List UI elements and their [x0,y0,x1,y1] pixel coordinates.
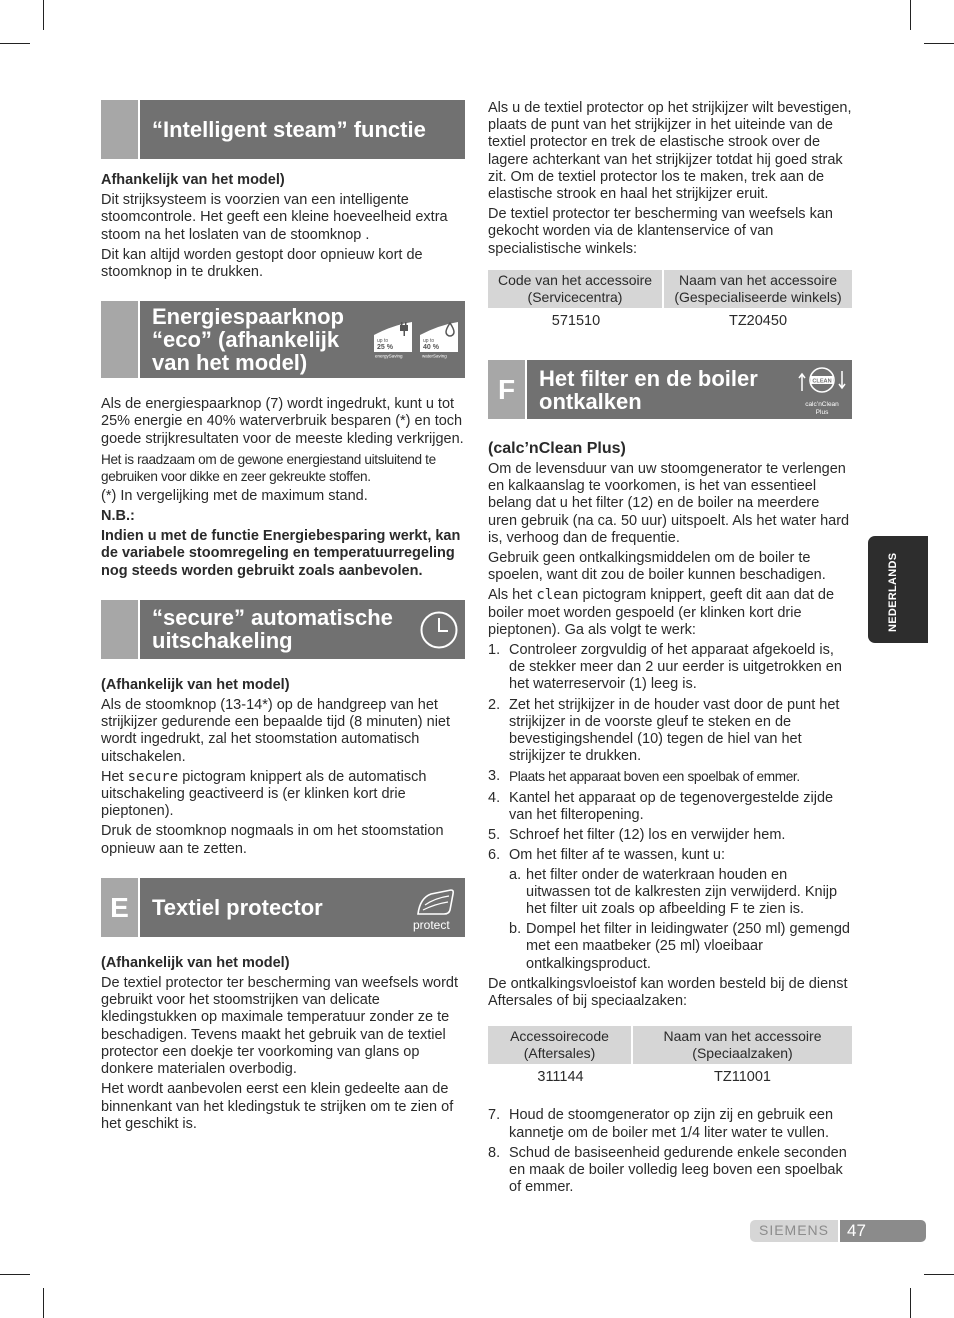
table-row [488,1064,852,1091]
table-cell: 311144 [537,1069,584,1086]
step-text: Houd de stoomgenerator op zijn zij en gebruik een kannetje om de boiler met 1/4 liter water te vullen. [509,1107,834,1141]
section-title [539,367,758,413]
section-title-line: uitschakeling [152,628,293,654]
page-number: 47 [840,1220,926,1242]
secure-body [101,677,465,858]
table-header: Code van het accessoire (Servicecentra) [488,270,664,308]
protector-accessory-table [488,270,852,335]
crop-mark [43,0,44,30]
list-item [488,827,852,844]
icon-text: energySaving [375,353,403,359]
table-cell: TZ11001 [714,1069,771,1086]
list-item [488,847,852,972]
text-run: pictogram knippert als de automatisch uitschakeling geactiveerd is (er klinken kort drie pieptonen). [101,768,427,820]
table-cell: TZ20450 [728,312,788,329]
crop-mark [0,1274,30,1275]
section-header-intelligent-steam [101,100,465,159]
eco-icons [373,321,459,359]
right-column [488,100,852,1199]
crop-mark [43,1288,44,1318]
iron-protect-icon [411,884,461,932]
model-note: (Afhankelijk van het model) [101,676,290,693]
list-item [488,697,852,766]
eco-body [101,396,465,580]
step-text: Controleer zorgvuldig of het apparaat afgekoeld is, de stekker meer dan 2 uur eerder is uitgetrokken en het waterreservoir (1) leeg is. [509,642,842,693]
step-text: Schud de basiseenheid gedurende enkele seconden en maak de boiler volledig leeg boven een spoelbak of emmer. [509,1144,847,1196]
paragraph: Het wordt aanbevolen eerst een klein gedeelte aan de binnenkant van het kledingstuk te strijken om te zien of het geschikt is. [101,1081,454,1132]
intelligent-steam-body [101,172,465,281]
section-tab [101,100,140,159]
section-title: Textiel protector [152,894,323,920]
icon-text: 40 % [423,344,439,352]
model-note: (Afhankelijk van het model) [101,954,290,971]
crop-mark [924,1274,954,1275]
section-header-eco [101,301,465,378]
filter-body [488,439,852,1196]
list-item [488,790,852,824]
section-title: “Intelligent steam” functie [152,117,426,142]
paragraph: Gebruik geen ontkalkingsmiddelen om de boiler te spoelen, want dit zou de boiler kunnen beschadigen. [488,550,826,584]
section-tab [101,600,140,659]
section-title-line: “eco” (afhankelijk [152,327,340,353]
section-title-line: “secure” automatische [152,605,393,631]
brand-label: SIEMENS [750,1220,838,1242]
list-item [488,642,852,694]
paragraph: De textiel protector ter bescherming van weefsels kan gekocht worden via de klantenservice of van specialistische winkels: [488,206,833,257]
table-cell: 571510 [551,312,601,329]
crop-mark [924,43,954,44]
icon-text: up to [423,338,435,345]
paragraph [101,769,465,821]
step-number: 4. [488,789,501,806]
descaler-accessory-table [488,1026,852,1091]
section-title-line: Energiespaarknop [152,304,344,330]
section-title [152,606,393,652]
subtitle: (calc’nClean Plus) [488,440,626,458]
text-run: Het [101,768,128,785]
calc-n-clean-icon [796,363,848,417]
nb-text: Indien u met de functie Energiebesparing werkt, kan de variabele stoomregeling en temperatuurregeling nog steeds worden gebruikt zoals aanbevolen. [101,528,461,579]
steps-list-continued [488,1107,852,1196]
section-tab [101,301,140,378]
icon-text: protect [413,917,450,932]
section-header-protector [101,878,465,937]
step-text: het filter onder de waterkraan houden en uitwassen tot de kalkresten zijn verwijderd. Knijp het filter uit zoals op afbeelding F te zien is. [526,866,838,917]
page-footer [750,1220,926,1242]
clean-pictogram-word: clean [536,587,579,604]
step-number: 8. [488,1144,501,1161]
icon-text: waterSaving [422,353,447,359]
section-title-line: van het model) [152,350,308,376]
list-item [488,867,852,919]
section-header-secure [101,600,465,659]
section-title [152,305,344,374]
step-number: 5. [488,827,501,844]
protector-icons [411,884,461,932]
section-title-line: Het filter en de boiler [539,365,758,391]
list-item [488,768,852,786]
table-header: Naam van het accessoire (Speciaalzaken) [633,1026,852,1064]
step-text: Dompel het filter in leidingwater (250 ml) gemengd met een maatbeker (25 ml) vloeibaar ontkalkingsproduct. [526,921,850,972]
crop-mark [910,0,911,30]
water-saving-icon [419,321,459,359]
step-number: 2. [488,696,501,713]
protector-body [101,955,465,1133]
section-tab-letter: F [488,360,527,419]
step-number: 1. [488,642,501,659]
table-header: Accessoirecode (Aftersales) [488,1026,633,1064]
paragraph: Dit kan altijd worden gestopt door opnieuw kort de stoomknop in te drukken. [101,246,423,281]
substeps-list [488,867,852,973]
list-item [488,1107,852,1141]
left-column [101,100,465,1136]
paragraph [488,587,852,639]
paragraph: (*) In vergelijking met de maximum stand. [101,487,368,504]
energy-saving-icon [373,321,413,359]
section-title-line: ontkalken [539,388,642,414]
crop-mark [0,43,30,44]
paragraph: Als u de textiel protector op het strijkijzer wilt bevestigen, plaats de punt van het strijkijzer in het uiteinde van de textiel protector en trek de elastische strook over de lagere achterkant van het strijkijzer totdat hij goed strak zit. Om de textiel protector los te maken, trek aan de elastische strook en haal het strijkijzer eruit. [488,100,852,203]
steps-list [488,642,852,973]
crop-mark [910,1288,911,1318]
icon-text: up to [377,338,389,345]
filter-icons [796,363,848,417]
paragraph: Dit strijksysteem is voorzien van een intelligente stoomcontrole. Het geeft een kleine hoeveelheid extra stoom na het loslaten van de stoomknop . [101,192,448,243]
step-text: Plaats het apparaat boven een spoelbak of emmer. [509,769,800,785]
text-run: pictogram knippert, geeft dit aan dat de boiler moet worden gespoeld (er klinken kort drie pieptonen). Ga als volgt te werk: [488,587,835,638]
step-letter: b. [509,921,522,938]
nb-label: N.B.: [101,508,135,525]
paragraph: De textiel protector ter bescherming van weefsels wordt gebruikt voor het stoomstrijken van delicate kledingstukken op maximale temperatuur zonder ze te beschadigen. Tevens maakt het gebruik van de textiel protector een doekje ter voorkoming van glans op donkere materialen overbodig. [101,975,459,1078]
icon-text: CLEAN [812,378,832,385]
language-side-tab [868,536,928,643]
model-note: Afhankelijk van het model) [101,172,285,188]
clock-icon [419,610,459,650]
step-text: Kantel het apparaat op de tegenovergestelde zijde van het filteropening. [509,789,834,823]
secure-icons [419,610,459,650]
list-item [488,921,852,973]
section-tab-letter: E [101,878,140,937]
table-row [488,308,852,335]
step-letter: a. [509,866,522,883]
paragraph: Het is raadzaam om de gewone energiestand uitsluitend te gebruiken voor dikke en zeer gekreukte stoffen. [101,451,436,484]
step-number: 6. [488,847,501,864]
icon-text: Plus [815,409,829,417]
icon-text: 25 % [377,344,393,352]
step-text: Schroef het filter (12) los en verwijder hem. [509,827,786,844]
step-text: Om het filter af te wassen, kunt u: [509,847,725,864]
secure-pictogram-word: secure [127,768,179,785]
paragraph: Om de levensduur van uw stoomgenerator te verlengen en kalkaanslag te voorkomen, is het van essentieel belang dat u het filter (12) en de boiler na meerdere uren gebruik (na ca. 50 uur) uitspoelt. Als het water hard is, verhoog dan de frequentie. [488,461,850,546]
icon-text: calc’nClean [805,401,839,409]
text-run: Als het [488,587,537,604]
step-number: 3. [488,768,501,785]
table-header: Naam van het accessoire (Gespecialiseerde winkels) [664,270,852,308]
step-number: 7. [488,1107,501,1124]
section-header-filter [488,360,852,419]
list-item [488,1145,852,1197]
paragraph: De ontkalkingsvloeistof kan worden besteld bij de dienst Aftersales of bij speciaalzaken: [488,975,848,1009]
paragraph: Als de stoomknop (13-14*) op de handgreep van het strijkijzer gedurende een bepaalde tijd (8 minuten) niet wordt ingedrukt, zal het stoomstation automatisch uitschakelen. [101,697,451,765]
paragraph: Druk de stoomknop nogmaals in om het stoomstation opnieuw aan te zetten. [101,823,444,857]
paragraph: Als de energiespaarknop (7) wordt ingedrukt, kunt u tot 25% energie en 40% waterverbruik besparen (*) en toch goede strijkresultaten voor de meeste kleding verkrijgen. [101,396,464,447]
language-label: NEDERLANDS [887,552,899,632]
step-text: Zet het strijkijzer in de houder vast door de punt het strijkijzer in de voorste gleuf te steken en de bevestigingshendel (10) tegen de hiel van het strijkijzer te drukken. [509,696,840,765]
